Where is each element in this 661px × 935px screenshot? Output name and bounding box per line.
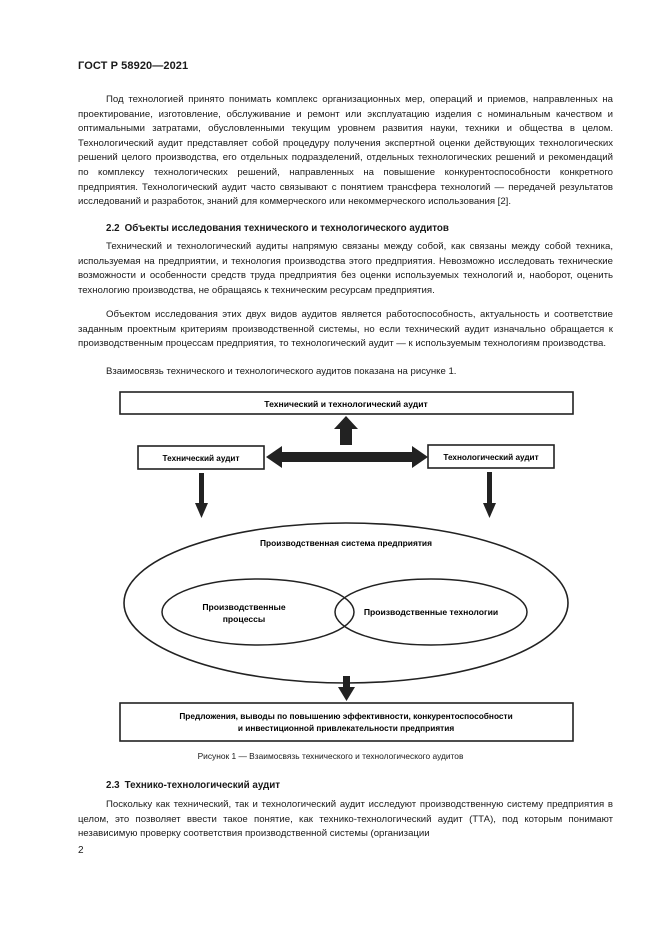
paragraph-tta-definition: Поскольку как технический, так и технологический аудит исследуют производственную систему предприятия в целом, это позволяет ввести такое понятие, как технико-технологический аудит (ТТА), под которым понимают независимую проверку соответствия производственной системы (организации <box>78 799 613 840</box>
processes-label-line2: процессы <box>222 614 266 624</box>
page-number: 2 <box>78 845 84 856</box>
double-arrow <box>266 446 428 468</box>
section-title: Технико-технологический аудит <box>124 780 281 791</box>
right-down-arrow-head <box>483 503 496 518</box>
technologies-label: Производственные технологии <box>363 607 499 617</box>
bottom-down-arrow-head <box>338 687 355 701</box>
section-heading-2-3 <box>106 780 280 791</box>
left-down-arrow-shaft <box>199 473 204 503</box>
left-down-arrow-head <box>195 503 208 518</box>
figure-caption: Рисунок 1 — Взаимосвязь технического и технологического аудитов <box>197 751 464 761</box>
top-box-label: Технический и технологический аудит <box>264 399 428 409</box>
left-box-label: Технический аудит <box>162 454 240 463</box>
paragraph-audit-object: Объектом исследования этих двух видов аудитов является работоспособность, актуальность и соответствие заданным проектным критериям производственной системы, но если технический аудит изначально обращается к производственным процессам предприятия, то технологический аудит — к используемым технологиям производства. <box>78 309 613 350</box>
right-box-label: Технологический аудит <box>443 453 539 462</box>
paragraph-audits-relation: Технический и технологический аудиты напрямую связаны между собой, как связаны между собой техника, используемая на предприятии, и технология производства этого предприятия. Невозможно исследовать технические возможности и особенности средств труда предприятия без оценки используемых технологий и, наоборот, оценить технологию производства, не обращаясь к техническим ресурсам предприятия. <box>78 241 613 296</box>
paragraph-technology-definition: Под технологией принято понимать комплекс организационных мер, операций и приемов, направленных на проектирование, изготовление, обслуживание и ремонт или эксплуатацию изделия с номинальным качеством и оптимальными затратами, обусловленными текущим уровнем развития науки, техники и общества в целом. Технологический аудит представляет собой процедуру получения экспертной оценки действующих технологических решений целого производства, его отдельных подразделений, отдельных технологических решений и рекомендаций по комплексу технологических решений, направленных на повышение конкурентоспособности конкретного предприятия. Технологический аудит часто связывают с понятием трансфера технологий — передачей результатов исследований и разработок, знаний для коммерческого или некоммерческого использования [2]. <box>78 94 613 208</box>
bottom-box-line2: и инвестиционной привлекательности предприятия <box>237 723 455 733</box>
document-header: ГОСТ Р 58920—2021 <box>78 60 189 72</box>
production-system-label: Производственная система предприятия <box>260 538 432 548</box>
up-arrow <box>334 416 358 445</box>
right-down-arrow-shaft <box>487 472 492 503</box>
processes-label-line1: Производственные <box>202 602 286 612</box>
bottom-down-arrow-shaft <box>343 676 350 687</box>
section-title: Объекты исследования технического и технологического аудитов <box>124 223 449 234</box>
section-heading-2-2 <box>106 223 449 234</box>
bottom-box-line1: Предложения, выводы по повышению эффективности, конкурентоспособности <box>179 711 513 721</box>
section-number: 2.2 <box>106 223 120 234</box>
paragraph-figure-reference: Взаимосвязь технического и технологического аудитов показана на рисунке 1. <box>106 366 457 377</box>
bottom-box <box>120 703 573 741</box>
section-number: 2.3 <box>106 780 120 791</box>
audit-relationship-diagram <box>0 385 661 747</box>
